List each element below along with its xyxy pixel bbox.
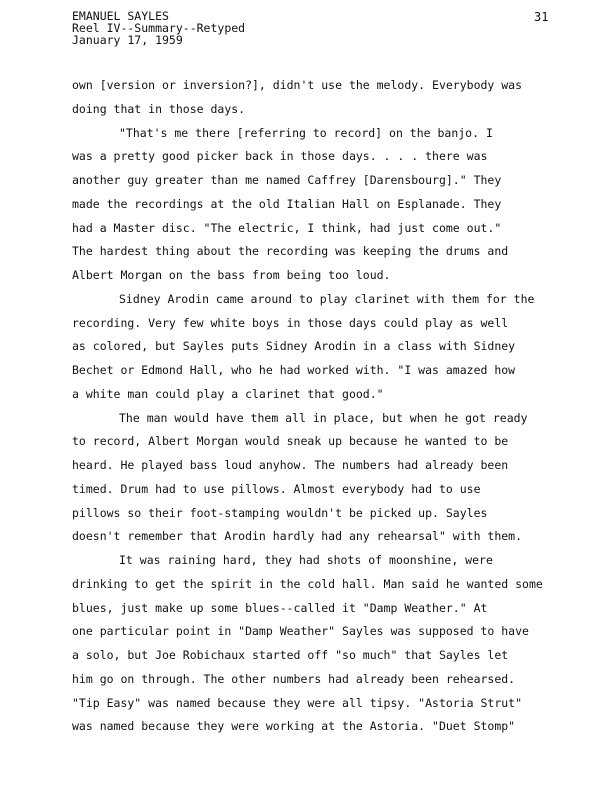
text-line: "That's me there [referring to record] on the banjo. I [119, 125, 493, 140]
page-header [72, 10, 245, 46]
text-line: "Tip Easy" was named because they were all tipsy. "Astoria Strut" [72, 695, 523, 710]
text-line: Bechet or Edmond Hall, who he had worked with. "I was amazed how [72, 363, 516, 377]
text-line: Sidney Arodin came around to play clarinet with them for the [119, 291, 535, 306]
text-line: him go on through. The other numbers had already been rehearsed. [72, 671, 516, 686]
transcript-body [72, 78, 562, 743]
text-line: a solo, but Joe Robichaux started off "so much" that Sayles let [72, 648, 509, 662]
text-line: had a Master disc. "The electric, I think, had just come out." [72, 220, 502, 235]
text-line: The man would have them all in place, but when he got ready [119, 410, 528, 425]
text-line: as colored, but Sayles puts Sidney Arodin in a class with Sidney [72, 339, 516, 354]
page-number: 31 [534, 10, 549, 24]
text-line: own [version or inversion?], didn't use the melody. Everybody was [72, 78, 523, 92]
text-line: drinking to get the spirit in the cold hall. Man said he wanted some [72, 576, 543, 591]
text-line: Albert Morgan on the bass from being too loud. [72, 268, 391, 282]
text-line: one particular point in "Damp Weather" Sayles was supposed to have [72, 624, 529, 639]
text-line: pillows so their foot-stamping wouldn't be picked up. Sayles [72, 505, 488, 520]
text-line: The hardest thing about the recording was keeping the drums and [72, 244, 509, 259]
text-line: was a pretty good picker back in those days. . . . there was [72, 149, 488, 164]
text-line: another guy greater than me named Caffrey [Darensbourg]." They [72, 173, 502, 187]
text-line: a white man could play a clarinet that good." [72, 386, 384, 401]
text-line: timed. Drum had to use pillows. Almost everybody had to use [72, 481, 481, 496]
text-line: heard. He played bass loud anyhow. The numbers had already been [72, 458, 509, 472]
header-reel: Reel IV--Summary--Retyped [72, 21, 246, 35]
text-line: made the recordings at the old Italian Hall on Esplanade. They [72, 196, 502, 211]
text-line: doing that in those days. [72, 101, 246, 116]
text-line: blues, just make up some blues--called it "Damp Weather." At [72, 600, 488, 615]
header-name: EMANUEL SAYLES [72, 9, 169, 23]
text-line: recording. Very few white boys in those days could play as well [72, 315, 509, 330]
header-date: January 17, 1959 [72, 33, 183, 47]
text-line: doesn't remember that Arodin hardly had any rehearsal" with them. [72, 529, 523, 544]
text-line: to record, Albert Morgan would sneak up because he wanted to be [72, 434, 509, 449]
text-line: It was raining hard, they had shots of moonshine, were [119, 553, 493, 567]
text-line: was named because they were working at the Astoria. "Duet Stomp" [72, 719, 516, 734]
